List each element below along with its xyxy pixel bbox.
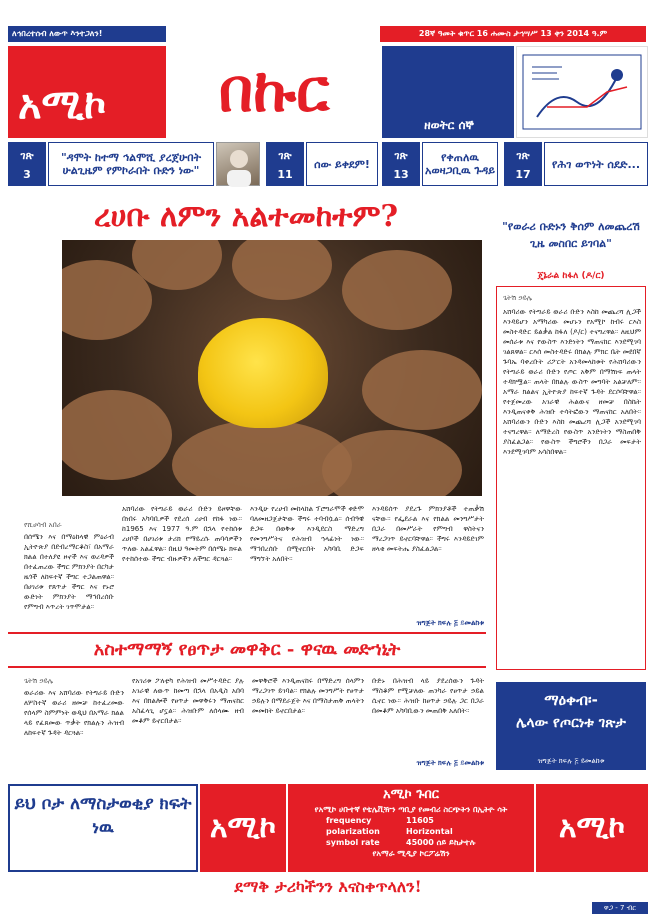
edition-label: ዘወትር ሰኞ xyxy=(424,118,474,132)
tv-ad-title: አሚኮ ጉበር xyxy=(383,787,439,802)
symbol-rate-label: symbol rate xyxy=(326,838,380,847)
main-article-col-2: አሸባሪው የትግራይ ወራሪ ቡድን ይዞዋቸው በነበሩ አካባቢዎች የደረሰ ረሀብ የከፋ ነው። ከ1965 እና 1977 ዓ.ም በኋላ የተከሰቱ ረሀቦች በሀገሪቱ ታሪክ የማይረሱ ጠባሳዎችን ጥለው አልፈዋል። በዚህ ዓመትም በሰሜኑ ክፍል የተከሰተው ችግር ብዙዎችን ለችግር ዳርጓል። xyxy=(122,505,242,563)
polarization-label: polarization xyxy=(326,827,380,836)
second-headline[interactable]: አስተማማኝ የፀጥታ መዋቅር - ዋናዉ መድኀኒት xyxy=(93,639,401,660)
tv-ad-frequency xyxy=(288,815,534,826)
issue-info-strip: 28ኛ ዓመት ቁጥር 16 ሐሙስ ታኅሣሥ 13 ቀን 2014 ዓ.ም xyxy=(380,26,646,42)
brand-logo-small: አሚኮ xyxy=(18,81,107,128)
teaser-text-13[interactable]: የቀጠለዉ አወዛጋቢዉ ጉዳይ xyxy=(422,142,498,186)
tv-ad-symbol-rate xyxy=(288,837,534,848)
second-article-col-1: ወራሪው እና አሸባሪው የትግራይ ቡድን ለሦስተኛ ወራሪ ዘመቻ ከተፈረመው የሰላም ስምምነት ወዲህ በአማራ ክልል ላይ የፈጸመው ጥቃት የክልሉን ሕዝብ ለከፍተኛ ጉዳት ዳርጓል። xyxy=(24,689,124,737)
teaser-text-3[interactable]: "ዳሞት ከተማ ኅልሞሺ ያረጀሁበት ሁልጊዜም የምኮራበት ቡድን ነው" xyxy=(48,142,214,186)
side-feature-title: ማዕቀብ፡- xyxy=(544,691,598,709)
right-article-box xyxy=(496,286,646,670)
side-feature-box[interactable] xyxy=(496,682,646,770)
hands-grain-photo xyxy=(62,240,482,496)
teaser-page-11[interactable]: ገጽ 11 xyxy=(266,142,304,186)
right-article-headline[interactable]: "የወራሪ ቡድኑን ቅሰም ለመጨረሽ ጊዜ መስበር ይገባል" xyxy=(502,220,640,250)
main-article-col-4: እንዳይሰጥ ያደረጉ ምክንያቶች ተጠቃሽ ናቸው። የፌደራል እና የክልል መንግሥታት በጋራ በመሥራት የምግብ ዋስትናን ማረጋገጥ ይኖርባቸዋል። ችግሩ እንዳይደገም ዘላቂ መፍትሔ ያስፈልጋል። xyxy=(372,505,484,553)
hand-drawing-icon xyxy=(516,46,648,138)
polarization-value: Horizontal xyxy=(406,827,453,836)
right-article-byline: ጌትሽ ኃይሌ xyxy=(503,294,533,302)
brand-logo-right: አሚኮ xyxy=(536,784,648,872)
main-article-byline: የሺሀሳብ አበራ xyxy=(24,521,62,529)
second-article-col-4: ቡድኑ በሕዝብ ላይ ያደረሰውን ጉዳት ማስቆም የሚቻለው ጠንካራ የፀጥታ ኃይል ሲኖር ነው። ሕዝቡ ከፀጥታ ኃይሉ ጋር በጋራ በመቆም አካባቢውን መጠበቅ አለበት። xyxy=(372,677,484,715)
tv-ad-subtitle: የአሚኮ ሀቡተኛ የቴሌቪዥን ጣቢያ የመብሪ ስርጭትን በኢትዮ ሳት xyxy=(314,805,508,814)
section-divider-bottom xyxy=(8,666,486,668)
side-feature-subtitle: ሌላው የጦርነቱ ገጽታ xyxy=(516,715,626,731)
footer-slogan: ደማቅ ታሪካችንን እናስቀጥላለን! xyxy=(234,877,422,896)
side-feature-continued: ዝግጅት ክፍሉ ፭ ይመልከቱ xyxy=(537,757,605,765)
tv-broadcast-ad[interactable] xyxy=(288,784,534,872)
teaser-portrait-photo xyxy=(216,142,260,186)
symbol-rate-value: 45000 ሰይ ይከታተሉ xyxy=(406,838,476,847)
teaser-page-13[interactable]: ገጽ 13 xyxy=(382,142,420,186)
teaser-page-17[interactable]: ገጽ 17 xyxy=(504,142,542,186)
tv-ad-organization: የአማራ ሚዲያ ኮርፖሬሽን xyxy=(372,849,450,858)
motto-strip: ለኅበረተሰብ ለውጥ እንተጋለን! xyxy=(8,26,166,42)
main-article-continued[interactable]: ዝግጅት ክፍሉ ፭ ይመልከቱ xyxy=(416,619,484,627)
frequency-value: 11605 xyxy=(406,816,434,825)
second-article-continued[interactable]: ዝግጅት ክፍሉ ፭ ይመልከቱ xyxy=(416,759,484,767)
teaser-text-11[interactable]: ሰው ይቀደም! xyxy=(306,142,378,186)
price-tag: ዋጋ - 7 ብር xyxy=(592,902,648,914)
brand-logo-left: አሚኮ xyxy=(200,784,286,872)
main-article-col-3: እንዲሁ የረሀብ መከላከል ፕሮግራሞች ቀድሞ ባለመዘጋጀታቸው ችግሩ ተባብሷል። ሰብዓዊ ድጋፍ በወቅቱ እንዲደርስ ማድረግ የመንግሥትና የሕዝብ ኀላፊነት ነው። ማኅበረሰቡ በሚኖርበት አካባቢ ድጋፍ ማግኘት አለበት። xyxy=(250,505,364,563)
right-article-author: ጄኔራል ከፋለ (ዶ/ር) xyxy=(537,271,605,281)
main-headline[interactable]: ረሀቡ ለምን አልተመከተም? xyxy=(93,199,399,234)
second-article-byline: ጌትሽ ኃይሌ xyxy=(24,677,54,685)
tv-ad-polarization xyxy=(288,826,534,837)
right-article-body: አሸባሪው የትግራይ ወራሪ ቡድን እስከ መጨረሻ ሊጋች እንዳይሆን አማካሪው መሆኑን የአሚኮ ከብሩ ርእስ መስተዳድር ይልቃል ከፋለ (ዶ/ር) ተናግረዋል። ለዚህም መሰራቱ እና የውስጥ እንድነትን ማጠናከር እንደሚገባ ገልጸዋል። ርእሰ መስተዳድሩ በክልሉ ምክር ቤት መደበኛ ጉባኤ ባቀረቡት ሪፖርት አንዳመላከቱት የሕሸባሪውን የትግራይ ወራሪ ቡድን የጦር አቅም በማሽነፍ ጠላት ተዳክሟል። ጠላት በክልሉ ውስጥ መግባት አልቻለም። አማራ ክልልና ኢትዮጵያ ከፍተኛ ጉዳት ደርሶባቸዋል። የተጀመረው አገራዊ ሕልውና ዘመቻ በስኬት እንዲጠናቀቅ ሕዝቡ ተሳትፎውን ማጠናከር አለበት። አሸባሪውን ቡድን እስከ መጨረሻ ሊጋች አንደሚገባ ተናግረዋል። ለማድረስ የውስጥ አንድነትን ማስጠበቅ ያስፈልጋል። የውስጥ ችግሮችን በጋራ መፍታት እንደሚገባም አሳስበዋል። xyxy=(503,308,641,456)
teaser-page-3[interactable]: ገጽ 3 xyxy=(8,142,46,186)
frequency-label: frequency xyxy=(326,816,372,825)
newspaper-title: በኩር xyxy=(218,56,330,126)
advert-space-box[interactable]: ይህ ቦታ ለማስታወቂያ ክፍት ነዉ xyxy=(8,784,198,872)
second-article-col-2: የአገሪቱ ፖለቲካ የሕዝብ መሥተዳድር ያሉ አገራዊ ለውጥ ከመጣ በኋላ በአዲስ አበባ እና በክልሎች የፀጥታ መዋቅሩን ማጠናከር አስፈላጊ ሆኗል። ሕዝቡም ለሰላሙ ዘብ መቆም ይኖርበታል። xyxy=(132,677,244,725)
teaser-text-17[interactable]: የሕገ ወጥነት ሰደድ... xyxy=(544,142,648,186)
second-article-col-3: መዋቅሮች እንዲጠናከሩ በማድረግ ሰላምን ማረጋገጥ ይገባል። የክልሉ መንግሥት የፀጥታ ኃይሉን በማደራጀት እና በማስታጠቅ ጠላትን መመከት ይኖርበታል። xyxy=(252,677,364,715)
main-article-col-1: በሰሜን እና በማዕከላዊ ምዕራብ ኢትዮጵያ በደብረማርቆስ፣ በአማራ ክልል በተለያዩ ዞኖች እና ወረዳዎች በተፈጠረው ችግር ምክንያት በርካታ ዜጎች ለከፍተኛ ችግር ተጋልጠዋል። በሀገሪቱ የጸጥታ ችግር እና የኑሮ ውድነት ምክንያት ማኅበረሰቡ የምግብ እጥረት ገጥሞታል። xyxy=(24,533,114,611)
yellow-grain-heap xyxy=(198,318,328,428)
